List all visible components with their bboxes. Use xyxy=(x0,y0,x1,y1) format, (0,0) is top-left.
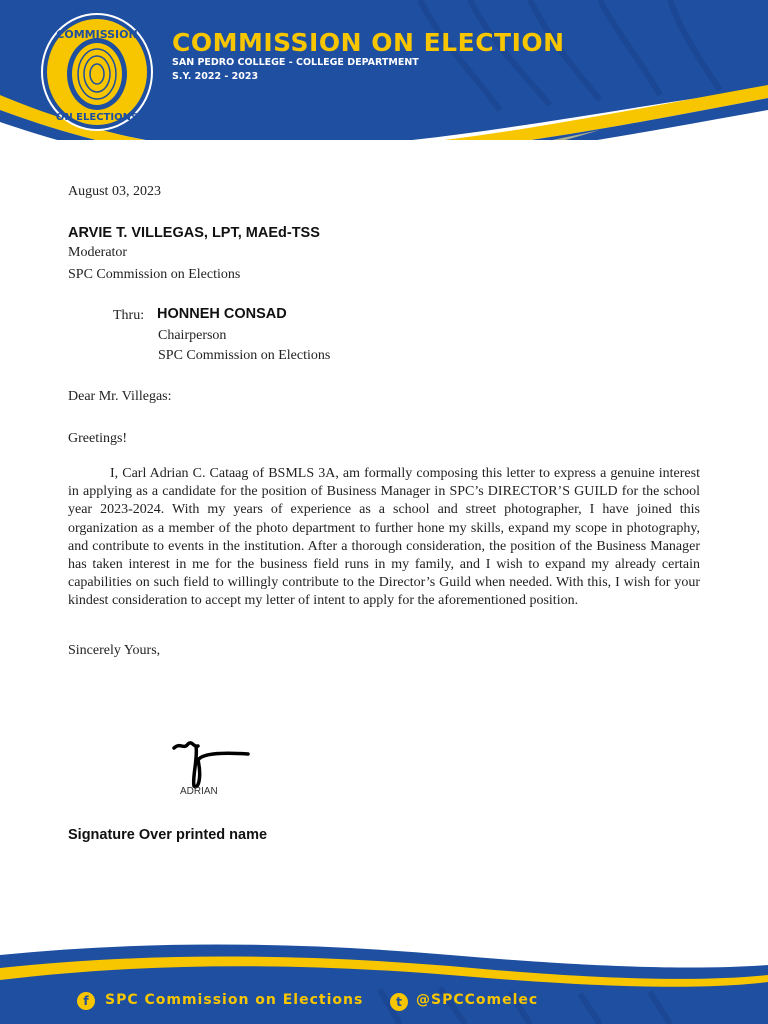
thru-name: HONNEH CONSAD xyxy=(157,306,287,322)
svg-text:ON ELECTIONS: ON ELECTIONS xyxy=(55,112,139,123)
letter-body: I, Carl Adrian C. Cataag of BSMLS 3A, am formally composing this letter to express a genuine interest in applying as a candidate for the position of Business Manager in SPC’s DIRECTOR’S GUILD for the school year 2023-2024. With my years of experience as a school and street photographer, I have joined this organization as a member of the photo department to further hone my skills, expand my scope in photography, and contribute to events in the institution. After a thorough consideration, the position of the Business Manager has taken interest in me for the business field runs in my family, and I wish to expand my already certain capabilities on such field to willingly contribute to the Director’s Guild when needed. With this, I wish for your kindest consideration to accept my letter of intent to apply for the aforementioned position. xyxy=(68,466,700,609)
salutation: Dear Mr. Villegas: xyxy=(68,389,172,404)
letter-date: August 03, 2023 xyxy=(68,184,161,199)
header-school-year: S.Y. 2022 - 2023 xyxy=(172,71,259,82)
facebook-icon: f xyxy=(77,992,95,1010)
twitter-icon: t xyxy=(390,993,408,1011)
thru-title: Chairperson xyxy=(158,328,227,343)
svg-text:COMMISSION: COMMISSION xyxy=(56,28,138,41)
footer-banner xyxy=(0,930,768,1024)
greeting: Greetings! xyxy=(68,431,128,446)
thru-org: SPC Commission on Elections xyxy=(158,348,331,363)
recipient-org: SPC Commission on Elections xyxy=(68,267,241,282)
footer-facebook: SPC Commission on Elections xyxy=(105,992,364,1008)
recipient-name: ARVIE T. VILLEGAS, LPT, MAEd-TSS xyxy=(68,225,320,241)
signature-image xyxy=(168,738,258,793)
header-title: COMMISSION ON ELECTION xyxy=(172,28,565,57)
recipient-title: Moderator xyxy=(68,245,128,260)
comelec-logo xyxy=(40,12,155,134)
thru-label: Thru: xyxy=(113,308,145,323)
header-subtitle: SAN PEDRO COLLEGE - COLLEGE DEPARTMENT xyxy=(172,57,419,68)
signature-caption: Signature Over printed name xyxy=(68,827,268,843)
closing: Sincerely Yours, xyxy=(68,643,161,658)
footer-twitter: @SPCComelec xyxy=(416,992,539,1008)
signature-printed-name: ADRIAN xyxy=(180,786,218,797)
